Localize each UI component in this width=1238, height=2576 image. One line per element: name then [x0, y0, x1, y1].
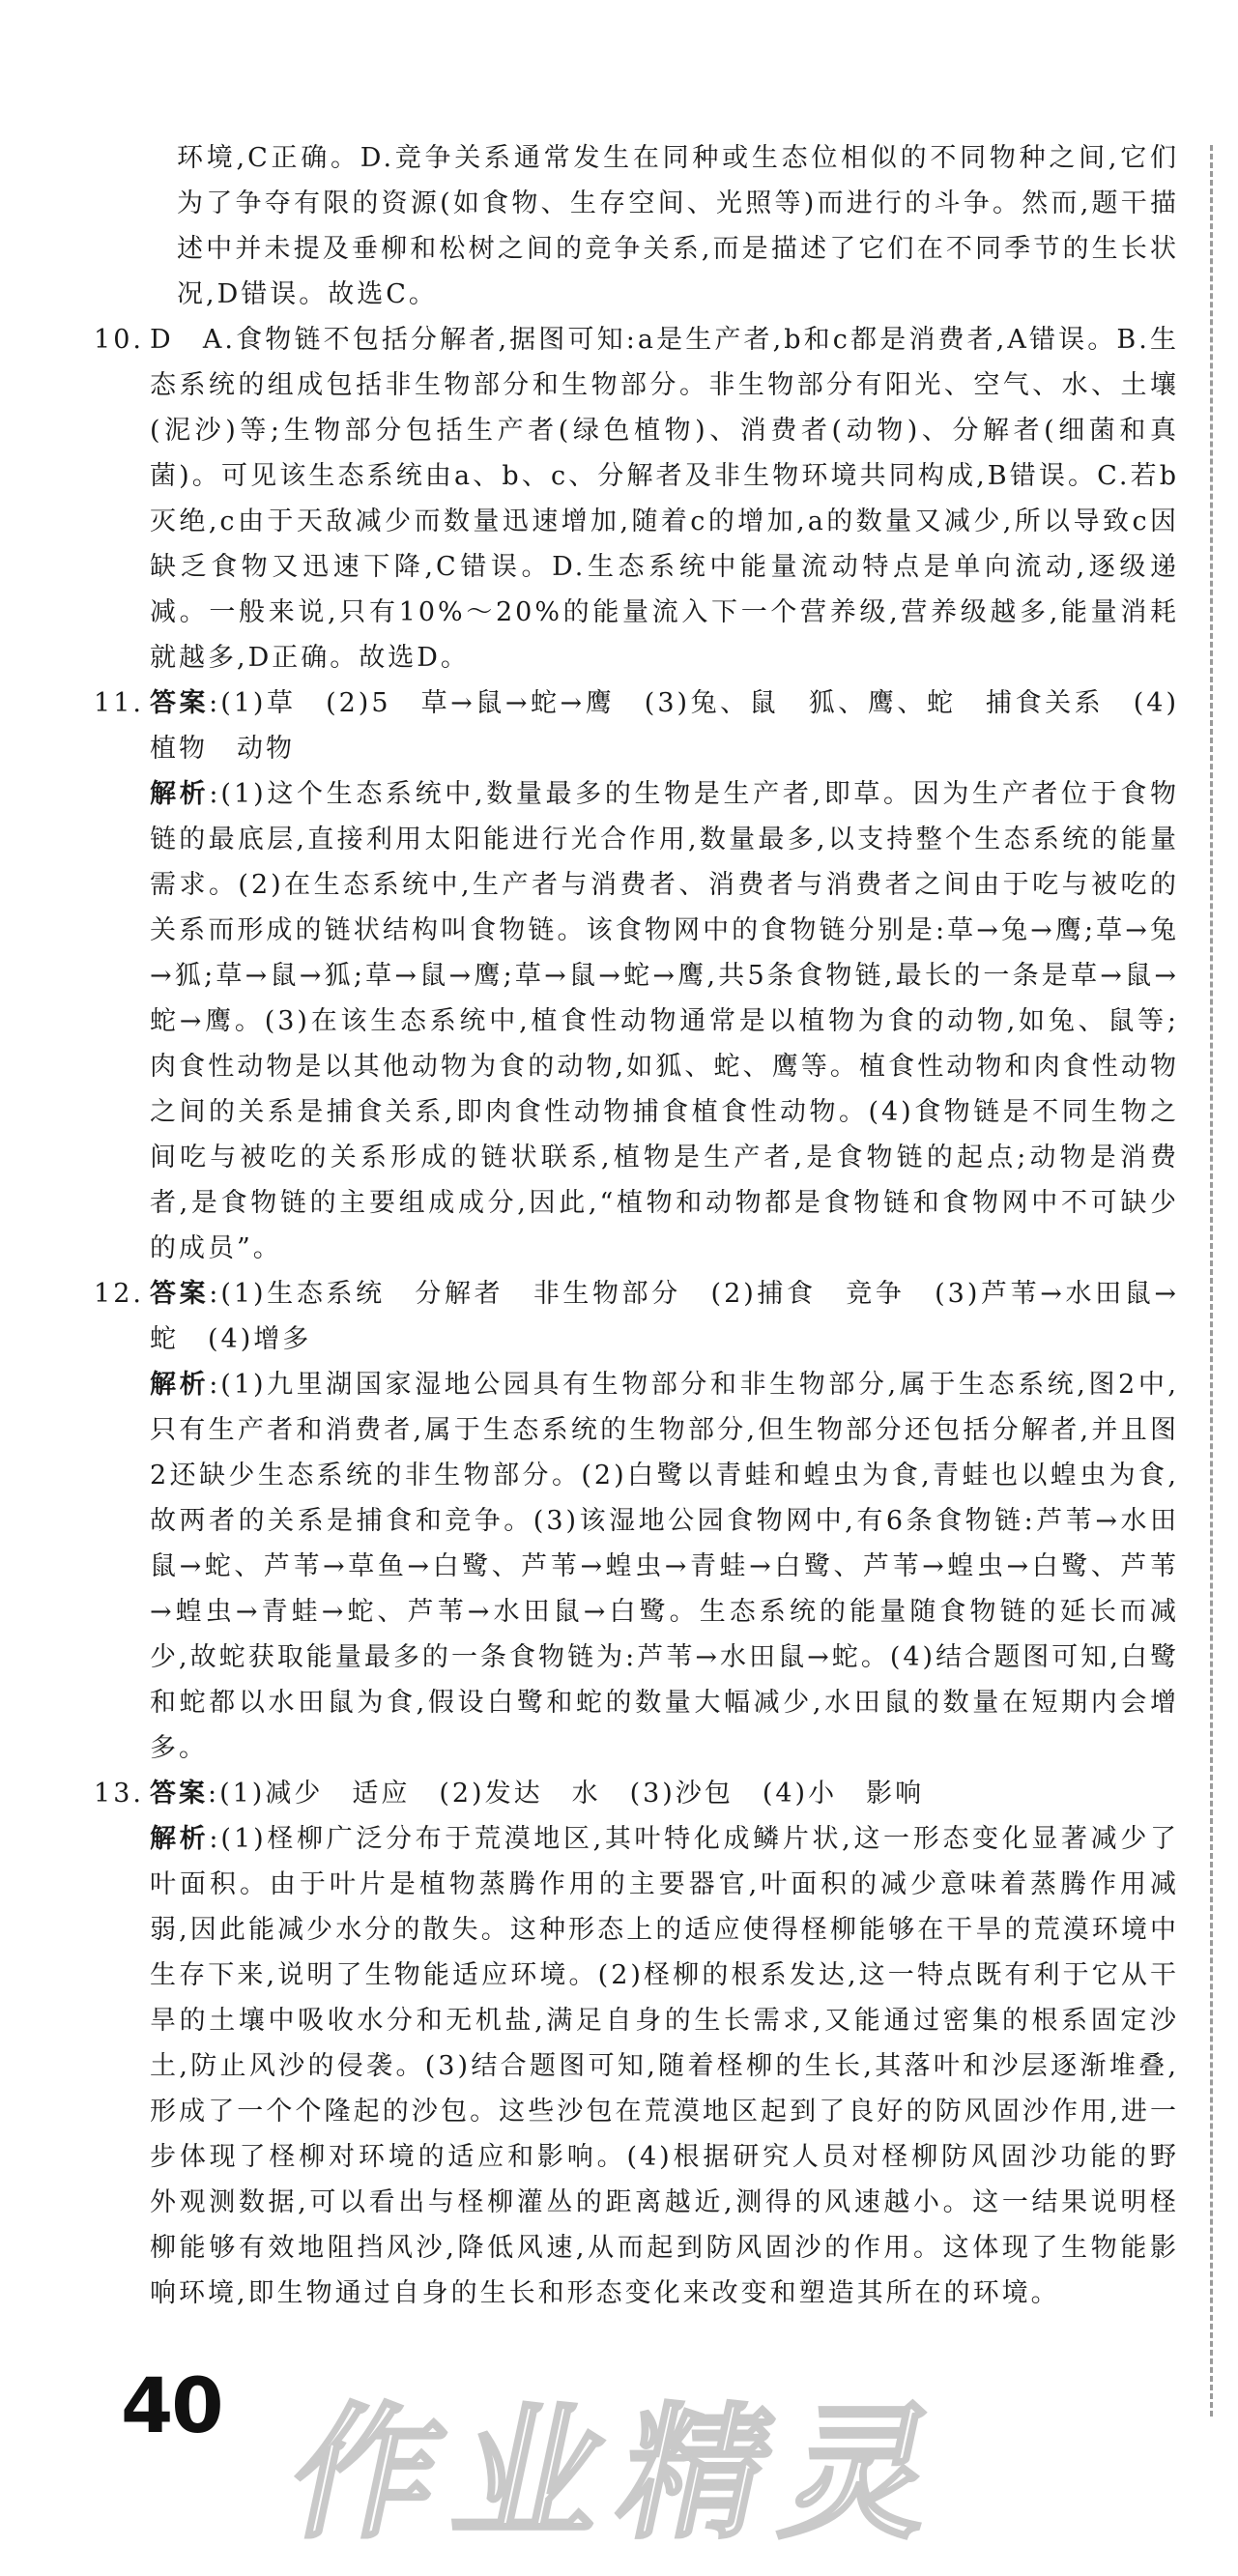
page-number: 40	[121, 2363, 222, 2450]
analysis-label: 解析	[150, 1824, 210, 1854]
analysis-line	[150, 771, 1179, 1271]
watermark-logo: 作业精灵	[276, 2390, 970, 2559]
answer-line	[150, 1771, 1179, 1816]
question-number: 11.	[94, 688, 144, 718]
question-13	[94, 1771, 1179, 2316]
question-number: 10.	[94, 325, 144, 355]
analysis-text: :(1)柽柳广泛分布于荒漠地区,其叶特化成鳞片状,这一形态变化显著减少了叶面积。由于叶片是植物蒸腾作用的主要器官,叶面积的减少意味着蒸腾作用减弱,因此能减少水分的散失。这种形态上的适应使得柽柳能够在干旱的荒漠环境中生存下来,说明了生物能适应环境。(2)柽柳的根系发达,这一特点既有利于它从干旱的土壤中吸收水分和无机盐,满足自身的生长需求,又能通过密集的根系固定沙土,防止风沙的侵袭。(3)结合题图可知,随着柽柳的生长,其落叶和沙层逐渐堆叠,形成了一个个隆起的沙包。这些沙包在荒漠地区起到了良好的防风固沙作用,进一步体现了柽柳对环境的适应和影响。(4)根据研究人员对柽柳防风固沙功能的野外观测数据,可以看出与柽柳灌丛的距离越近,测得的风速越小。这一结果说明柽柳能够有效地阻挡风沙,降低风速,从而起到防风固沙的作用。这体现了生物能影响环境,即生物通过自身的生长和形态变化来改变和塑造其所在的环境。	[150, 1824, 1179, 2308]
analysis-label: 解析	[150, 779, 210, 809]
question-10	[94, 317, 1179, 680]
answer-line	[150, 1271, 1179, 1362]
analysis-text: :(1)这个生态系统中,数量最多的生物是生产者,即草。因为生产者位于食物链的最底层,直接利用太阳能进行光合作用,数量最多,以支持整个生态系统的能量需求。(2)在生态系统中,生产者与消费者、消费者与消费者之间由于吃与被吃的关系而形成的链状结构叫食物链。该食物网中的食物链分别是:草→兔→鹰;草→兔→狐;草→鼠→狐;草→鼠→鹰;草→鼠→蛇→鹰,共5条食物链,最长的一条是草→鼠→蛇→鹰。(3)在该生态系统中,植食性动物通常是以植物为食的动物,如兔、鼠等;肉食性动物是以其他动物为食的动物,如狐、蛇、鹰等。植食性动物和肉食性动物之间的关系是捕食关系,即肉食性动物捕食植食性动物。(4)食物链是不同生物之间吃与被吃的关系形成的链状联系,植物是生产者,是食物链的起点;动物是消费者,是食物链的主要组成成分,因此,“植物和动物都是食物链和食物网中不可缺少的成员”。	[150, 779, 1179, 1263]
analysis-text: :(1)九里湖国家湿地公园具有生物部分和非生物部分,属于生态系统,图2中,只有生产者和消费者,属于生态系统的生物部分,但生物部分还包括分解者,并且图2还缺少生态系统的非生物部分。(2)白鹭以青蛙和蝗虫为食,青蛙也以蝗虫为食,故两者的关系是捕食和竞争。(3)该湿地公园食物网中,有6条食物链:芦苇→水田鼠→蛇、芦苇→草鱼→白鹭、芦苇→蝗虫→青蛙→白鹭、芦苇→蝗虫→白鹭、芦苇→蝗虫→青蛙→蛇、芦苇→水田鼠→白鹭。生态系统的能量随食物链的延长而减少,故蛇获取能量最多的一条食物链为:芦苇→水田鼠→蛇。(4)结合题图可知,白鹭和蛇都以水田鼠为食,假设白鹭和蛇的数量大幅减少,水田鼠的数量在短期内会增多。	[150, 1370, 1179, 1763]
continuation-paragraph: 环境,C正确。D.竞争关系通常发生在同种或生态位相似的不同物种之间,它们为了争夺有限的资源(如食物、生存空间、光照等)而进行的斗争。然而,题干描述中并未提及垂柳和松树之间的竞争关系,而是描述了它们在不同季节的生长状况,D错误。故选C。	[177, 143, 1179, 309]
answer-label: 答案	[150, 1779, 208, 1809]
answer-content	[94, 135, 1179, 2316]
answer-text: :(1)生态系统 分解者 非生物部分 (2)捕食 竞争 (3)芦苇→水田鼠→蛇 (4)增多	[150, 1279, 1179, 1354]
question-number: 12.	[94, 1279, 144, 1309]
answer-label: 答案	[150, 688, 210, 718]
answer-line	[150, 680, 1179, 771]
question-12	[94, 1271, 1179, 1771]
answer-text: :(1)减少 适应 (2)发达 水 (3)沙包 (4)小 影响	[208, 1779, 925, 1809]
analysis-line	[150, 1816, 1179, 2316]
question-11	[94, 680, 1179, 1271]
question-number: 13.	[94, 1779, 144, 1809]
analysis-label: 解析	[150, 1370, 210, 1400]
analysis-line	[150, 1362, 1179, 1771]
question-text: D A.食物链不包括分解者,据图可知:a是生产者,b和c都是消费者,A错误。B.生态系统的组成包括非生物部分和生物部分。非生物部分有阳光、空气、水、土壤(泥沙)等;生物部分包括生产者(绿色植物)、消费者(动物)、分解者(细菌和真菌)。可见该生态系统由a、b、c、分解者及非生物环境共同构成,B错误。C.若b灭绝,c由于天敌减少而数量迅速增加,随着c的增加,a的数量又减少,所以导致c因缺乏食物又迅速下降,C错误。D.生态系统中能量流动特点是单向流动,逐级递减。一般来说,只有10%～20%的能量流入下一个营养级,营养级越多,能量消耗就越多,D正确。故选D。	[150, 325, 1179, 673]
answer-label: 答案	[150, 1279, 210, 1309]
answer-text: :(1)草 (2)5 草→鼠→蛇→鹰 (3)兔、鼠 狐、鹰、蛇 捕食关系 (4)植物 动物	[150, 688, 1179, 764]
margin-dashed-rule	[1210, 145, 1213, 2417]
